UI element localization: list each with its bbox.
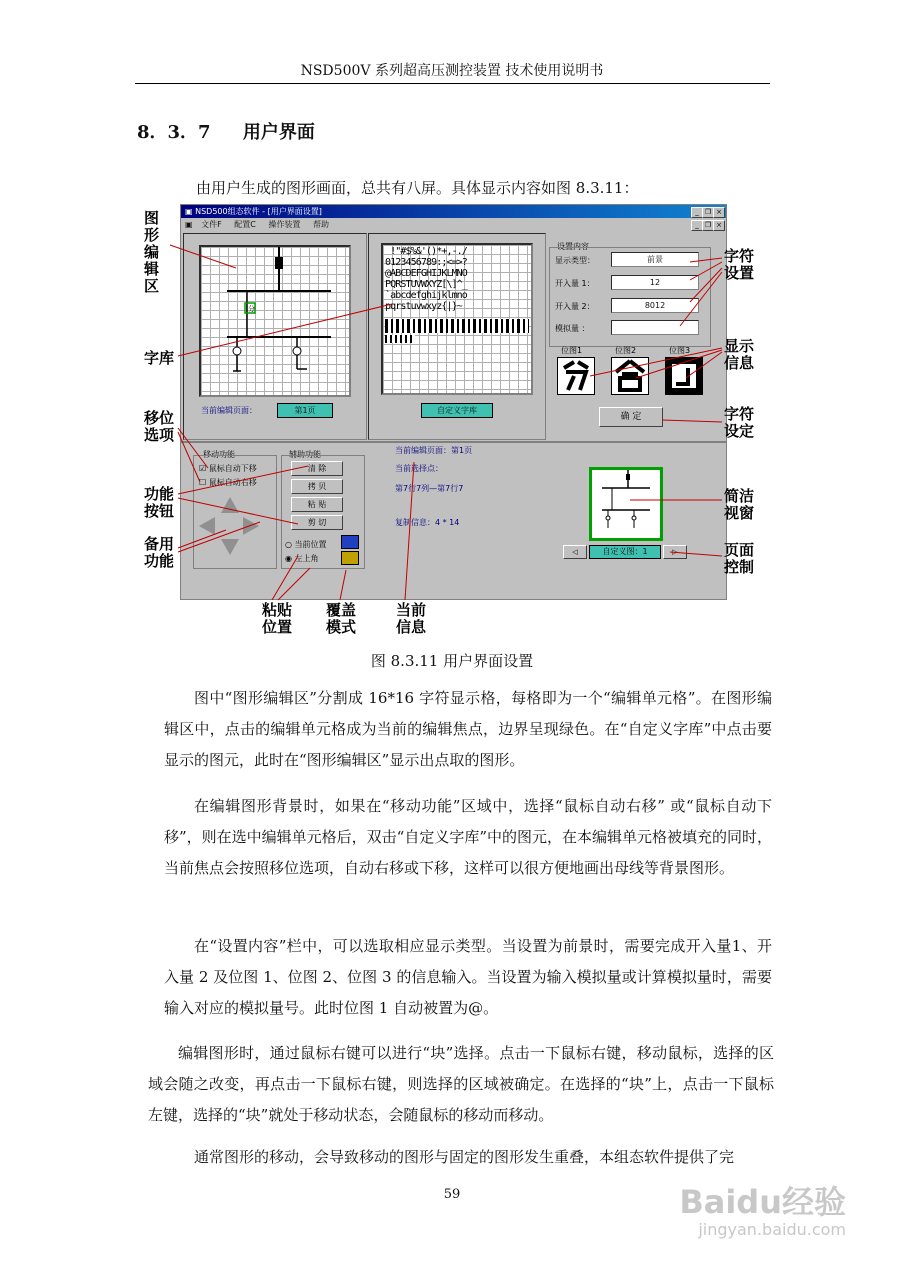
watermark-brand: Baidu经验 [679,1183,846,1221]
callout-display-info: 显示信息 [724,337,755,372]
leader-current-info [405,462,414,600]
input1-label: 开入量 1： [555,279,595,288]
leader-graphic-edit [170,245,236,268]
charset-row: pqrstuvwxyz{|}~ [385,301,462,312]
paragraph-3: 在“设置内容”栏中，可以选取相应显示类型。当设置为前景时，需要完成开入量1、开入量 2 及位图 1、位图 2、位图 3 的信息输入。当设置为输入模拟量或计算模拟量时，需要输入对应的模拟量号。此时位图 1 自动被置为@。 [164,937,772,1017]
charset-row: `abcdefghijklmno [385,290,467,301]
cut-button[interactable]: 剪 切 [291,515,343,530]
display-type-select[interactable]: 前景 [611,252,699,267]
info-range-line: 第7行7列—第7行7 [395,484,464,493]
opt-down-label: 鼠标自动下移 [208,464,257,473]
input2-label: 开入量 2： [555,302,595,311]
leader-paste-2 [278,568,310,600]
menu-operate[interactable]: 操作装置 [268,220,301,229]
display-type-label: 显示类型： [555,256,595,265]
clear-button[interactable]: 清 除 [291,461,343,476]
intro-text: 由用户生成的图形画面，总共有八屏。具体显示内容如图 8.3.11： [196,179,639,197]
confirm-button[interactable]: 确 定 [599,407,663,427]
paragraph-5: 通常图形的移动，会导致移动的图形与固定的图形发生重叠，本组态软件提供了完 [194,1148,735,1166]
editor-page-value: 第1页 [277,403,333,418]
copy-button[interactable]: 拷 贝 [291,479,343,494]
leader-char-set-2 [690,262,722,280]
app-icon: ▣ [185,207,193,216]
callout-char-settings: 字符设置 [724,247,755,282]
doc-minimize-button[interactable]: _ [691,220,703,231]
callout-func-button: 功能按钮 [144,485,175,520]
doc-close-button[interactable]: × [713,220,725,231]
figure-caption: 图 8.3.11 用户界面设置 [370,652,534,670]
bitmap2-label: 位图2 [615,346,637,355]
analog-label: 模拟量 ： [555,324,590,333]
pos-current-label: 当前位置 [294,540,327,549]
menu-help[interactable]: 帮助 [312,220,329,229]
page-control-label: 自定义图：1 [589,545,661,559]
prev-page-button[interactable]: ◁ [563,545,587,559]
leader-spare-1 [178,530,226,548]
opt-right-label: 鼠标自动右移 [208,478,257,487]
leader-char-set-4 [680,272,722,326]
callout-shift-option: 移位选项 [144,409,175,444]
watermark-url: jingyan.baidu.com [698,1220,846,1239]
input2-field[interactable]: 8012 [611,298,699,313]
doc-restore-button[interactable]: ❐ [702,220,714,231]
callout-spare-func: 备用功能 [144,535,175,570]
watermark [679,1184,846,1240]
library-label: 自定义字库 [421,403,493,418]
charset-row: 0123456789:;<=>? [385,257,467,268]
paste-button[interactable]: 粘 贴 [291,497,343,512]
minimize-button[interactable]: _ [691,207,703,218]
radio-current[interactable]: ○ [285,540,292,549]
doc-icon: ▣ [185,220,193,229]
leader-char-set-1 [690,258,722,262]
charset-row: PQRSTUVWXYZ[\]^_ [385,279,467,290]
callout-current-info: 当前信息 [396,601,427,636]
editor-page-label: 当前编辑页面： [201,406,257,415]
settings-title: 设置内容 [557,242,589,251]
maximize-button[interactable]: ❐ [702,207,714,218]
checkbox-down[interactable]: ☑ [199,464,207,473]
leader-spare-2 [178,522,260,552]
checkbox-right[interactable]: ☐ [199,478,207,487]
info-copy-line: 复制信息：4 * 14 [395,518,460,527]
leader-char-lib [178,304,392,356]
bitmap3-label: 位图3 [669,346,691,355]
callout-simple-view: 简洁视窗 [724,487,755,522]
section-title: 用户界面 [242,122,315,143]
move-title: 移动功能 [203,450,235,459]
leader-shift-2 [178,432,200,482]
charset-row: !"#$%&'()*+,-./ [385,246,467,257]
cell-glyph: 分 [248,305,255,313]
leader-char-set-3 [690,268,722,302]
bitmap1-label: 位图1 [561,346,583,355]
callout-paste-pos: 粘贴位置 [262,601,293,636]
paragraph-2: 在编辑图形背景时，如果在“移动功能”区域中，选择“鼠标自动右移” 或“鼠标自动下移”，则在选中编辑单元格后，双击“自定义字库”中的图元，在本编辑单元格被填充的同时，当前焦点会按照移位选项，自动右移或下移，这样可以很方便地画出母线等背景图形。 [164,797,773,877]
callout-graphic-edit: 图形编辑区 [144,209,160,295]
callout-page-control: 页面控制 [724,541,755,576]
aux-title: 辅助功能 [289,450,321,459]
radio-topleft[interactable]: ◉ [285,554,292,563]
window-title: NSD500组态软件 - [用户界面设置] [195,207,322,216]
pos-topleft-label: 左上角 [294,554,319,563]
leader-overlay [340,570,346,600]
info-page-line: 当前编辑页面：第1页 [395,446,473,455]
menu-file[interactable]: 文件F [201,220,222,229]
paragraph-4: 编辑图形时，通过鼠标右键可以进行“块”选择。点击一下鼠标右键，移动鼠标，选择的区域会随之改变，再点击一下鼠标右键，则选择的区域被确定。在选择的“块”上，点击一下鼠标左键，选择的“块”就处于移动状态，会随鼠标的移动而移动。 [148,1044,774,1124]
callout-char-lib: 字库 [144,349,175,367]
page-number: 59 [443,1187,461,1202]
callout-overlay-mode: 覆盖模式 [326,601,357,636]
running-header: NSD500V 系列超高压测控装置 技术使用说明书 [300,63,604,79]
close-button[interactable]: × [713,207,725,218]
charset-row: @ABCDEFGHIJKLMNO [385,268,467,279]
menu-config[interactable]: 配置C [234,220,256,229]
next-page-button[interactable]: ▷ [663,545,687,559]
leader-page-ctrl [670,552,722,556]
leader-func-1 [178,466,308,494]
input1-field[interactable]: 12 [611,275,699,290]
info-select-line: 当前选择点： [395,464,443,473]
callout-char-confirm: 字符设定 [724,405,755,440]
leader-char-confirm [662,420,722,422]
section-number: 8．3．7 [137,122,211,143]
paragraph-1: 图中“图形编辑区”分割成 16*16 字符显示格，每格即为一个“编辑单元格”。在图形编辑区中，点击的编辑单元格成为当前的编辑焦点，边界呈现绿色。在“自定义字库”中点击要显示的图元，此时在“图形编辑区”显示出点取的图形。 [164,689,772,769]
leader-func-2 [178,498,298,524]
leader-shift-1 [178,428,208,468]
